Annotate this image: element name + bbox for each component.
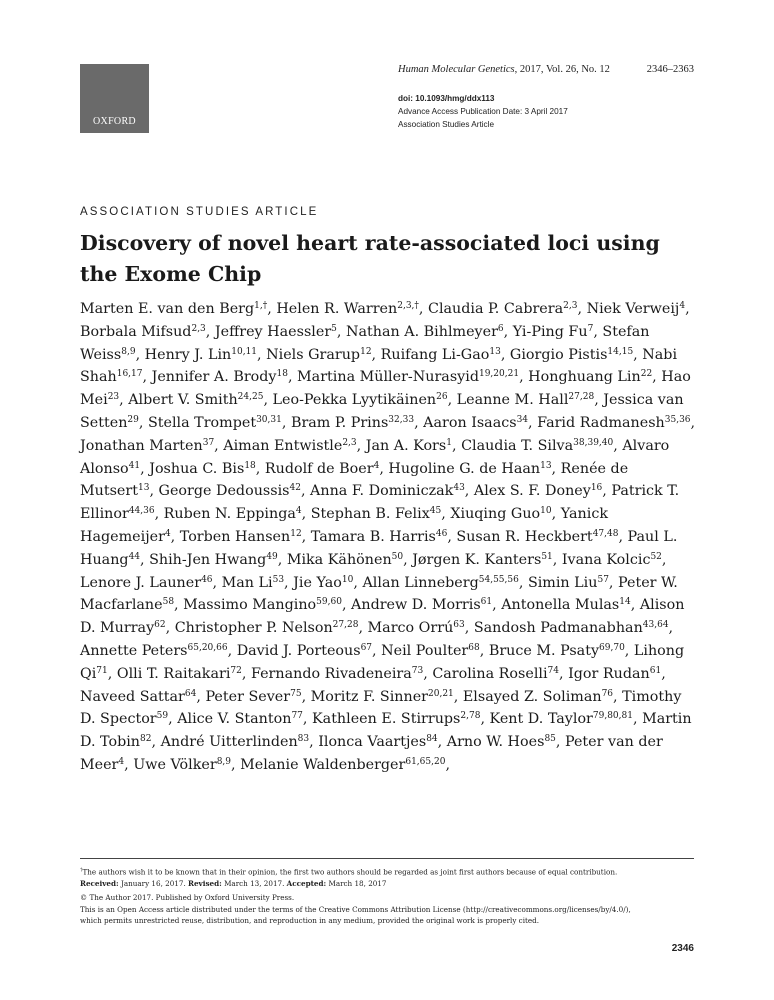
author — [450, 506, 551, 522]
author-affiliation: 83 — [297, 734, 310, 745]
author — [266, 347, 371, 363]
author-affiliation: 6 — [497, 323, 504, 334]
author-name: Ruben N. Eppinga — [163, 506, 296, 523]
author-affiliation: 43,64 — [642, 620, 669, 631]
author-affiliation: 59,60 — [316, 597, 342, 608]
author-affiliation: 10 — [540, 506, 552, 517]
author-name: Christopher P. Nelson — [174, 620, 333, 637]
author-affiliation: 45 — [429, 506, 442, 517]
author-name: Jonathan Marten — [80, 437, 203, 454]
author-affiliation: 82 — [140, 734, 152, 745]
author-affiliation: 79,80,81 — [592, 711, 633, 722]
author-affiliation: 84 — [426, 734, 438, 745]
author-name: Allan Linneberg — [362, 574, 479, 591]
author-affiliation: 44,36 — [128, 506, 155, 517]
author-affiliation: 14 — [619, 597, 631, 608]
author-name: Hao Mei — [80, 369, 691, 409]
author-affiliation: 4 — [295, 506, 302, 517]
author-name: Giorgio Pistis — [509, 346, 608, 363]
author — [222, 575, 284, 591]
author-name: Nathan A. Bihlmeyer — [345, 323, 498, 340]
author — [388, 461, 551, 477]
journal-citation — [398, 64, 610, 75]
journal-citation-line — [398, 64, 694, 75]
author-name: Jørgen K. Kanters — [412, 551, 542, 568]
author — [474, 483, 602, 499]
author-name: Timothy D. Spector — [80, 688, 682, 728]
author-name: Antonella Mulas — [501, 597, 620, 614]
author-name: Bruce M. Psaty — [488, 642, 600, 659]
author-affiliation: 4 — [118, 756, 125, 767]
author — [311, 689, 454, 705]
article-type-label: ASSOCIATION STUDIES ARTICLE — [80, 206, 319, 218]
author — [381, 347, 501, 363]
author-affiliation: 14,15 — [607, 346, 634, 357]
author — [128, 392, 263, 408]
author — [528, 575, 609, 591]
author-affiliation: 77 — [291, 711, 303, 722]
author-affiliation: 64 — [184, 688, 197, 699]
author-affiliation: 18 — [244, 460, 256, 471]
author-affiliation: 12 — [360, 346, 372, 357]
author-affiliation: 30,31 — [256, 414, 282, 425]
author-name: Helen R. Warren — [276, 301, 398, 317]
author-name: Shih-Jen Hwang — [149, 551, 267, 568]
author — [456, 529, 618, 545]
author — [310, 483, 465, 499]
author — [273, 392, 448, 408]
author-affiliation: 23 — [107, 392, 120, 403]
author-affiliation: 85 — [544, 734, 556, 745]
author — [311, 529, 448, 545]
author-affiliation: 5 — [331, 323, 337, 334]
footnote-divider — [80, 858, 694, 859]
author-affiliation: 24,25 — [237, 392, 264, 403]
license-line-1[interactable]: This is an Open Access article distributed under the terms of the Creative Commons Attribution License (http://creativecommons.org/licenses/by/4.0/), — [80, 904, 631, 914]
author-name: Anna F. Dominiczak — [310, 483, 454, 500]
author-affiliation: 37 — [202, 437, 215, 448]
author-name: Lenore J. Launer — [80, 574, 202, 591]
author-name: Niels Grarup — [266, 346, 361, 363]
author-affiliation: 74 — [547, 665, 559, 676]
author-name: David J. Porteous — [236, 642, 361, 659]
author-affiliation: 61 — [480, 597, 493, 608]
author-name: Peter W. Macfarlane — [80, 574, 678, 614]
author-name: Honghuang Lin — [528, 369, 641, 386]
author-affiliation: 69,70 — [599, 642, 625, 653]
author — [293, 575, 353, 591]
author-affiliation: 22 — [640, 369, 653, 380]
author-affiliation: 35,36 — [664, 414, 691, 425]
author-affiliation: 2,3 — [191, 323, 206, 334]
author-name: Neil Poulter — [381, 642, 469, 659]
author — [381, 643, 480, 659]
author-name: Elsayed Z. Soliman — [462, 688, 602, 705]
author — [362, 575, 518, 591]
author-affiliation: 32,33 — [388, 414, 415, 425]
doi[interactable]: doi: 10.1093/hmg/ddx113 — [398, 94, 495, 103]
article-title: Discovery of novel heart rate-associated loci using the Exome Chip — [80, 231, 660, 286]
author-affiliation: 13 — [137, 483, 150, 494]
author-affiliation: 38,39,40 — [573, 437, 614, 448]
dates-line: Received: January 16, 2017. Revised: March 13, 2017. Accepted: March 18, 2017 — [80, 878, 387, 888]
author-affiliation: 59 — [156, 711, 169, 722]
author-affiliation: 46 — [201, 574, 213, 585]
author-name: Martina Müller-Nurasyid — [297, 369, 479, 386]
author-name: Jie Yao — [293, 574, 342, 591]
author — [149, 461, 256, 477]
author-affiliation: 12 — [290, 528, 302, 539]
author-affiliation: 63 — [453, 620, 465, 631]
author-name: Ivana Kolcic — [561, 551, 651, 568]
author-affiliation: 46 — [435, 528, 448, 539]
author-affiliation: 4 — [164, 528, 171, 539]
author-name: Ilonca Vaartjes — [318, 734, 427, 751]
author-name: Sandosh Padmanabhan — [473, 620, 643, 637]
author-name: Peter van der Meer — [80, 734, 663, 773]
author — [205, 689, 301, 705]
author — [501, 597, 631, 613]
author-name: Borbala Mifsud — [80, 323, 192, 340]
journal-volume: , 2017, Vol. 26, No. 12 — [514, 64, 610, 75]
author-affiliation: 62 — [154, 620, 166, 631]
author-name: Naveed Sattar — [80, 688, 185, 705]
author-affiliation: 13 — [540, 460, 552, 471]
author-affiliation: 57 — [597, 574, 609, 585]
author — [80, 324, 206, 340]
author-affiliation: 50 — [391, 551, 404, 562]
author-affiliation: 75 — [290, 688, 302, 699]
oxford-logo — [80, 64, 149, 133]
author-affiliation: 54,55,56 — [478, 574, 519, 585]
author-affiliation: 43 — [453, 483, 465, 494]
author — [474, 620, 669, 636]
author-affiliation: 16,17 — [116, 369, 143, 380]
author — [164, 506, 302, 522]
author — [568, 666, 661, 682]
author-affiliation: 72 — [230, 665, 242, 676]
author — [117, 666, 242, 682]
author-name: Jeffrey Haessler — [214, 323, 332, 340]
author-name: Carolina Roselli — [432, 665, 548, 682]
author — [587, 301, 686, 317]
author-name: Tamara B. Harris — [310, 528, 436, 545]
author — [537, 415, 690, 431]
author — [80, 643, 228, 659]
author — [562, 552, 662, 568]
article-meta — [398, 92, 568, 131]
author-name: Niek Verweij — [586, 301, 680, 317]
author-affiliation: 71 — [96, 665, 108, 676]
author-name: Uwe Völker — [133, 756, 217, 773]
author — [432, 666, 559, 682]
author-affiliation: 34 — [516, 414, 529, 425]
author-name: Simin Liu — [527, 574, 598, 591]
author — [215, 324, 337, 340]
dagger-mark: † — [80, 867, 83, 873]
author — [297, 369, 519, 385]
author-name: Andrew D. Morris — [351, 597, 481, 614]
author-affiliation: 44 — [128, 551, 141, 562]
author — [489, 643, 625, 659]
author-name: George Dedoussis — [158, 483, 290, 500]
author-affiliation: 47,48 — [592, 528, 619, 539]
author-name: Albert V. Smith — [128, 392, 238, 409]
author-name: Paul L. Huang — [80, 528, 678, 568]
author — [318, 734, 437, 750]
author — [161, 734, 310, 750]
author-affiliation: 51 — [541, 551, 553, 562]
author — [276, 301, 419, 317]
author-affiliation: 61 — [649, 665, 662, 676]
author-affiliation: 26 — [436, 392, 448, 403]
author-name: Renée de Mutsert — [80, 460, 629, 500]
author — [148, 415, 282, 431]
author-affiliation: 8,9 — [216, 756, 232, 767]
author-name: Hugoline G. de Haan — [388, 460, 541, 477]
author — [291, 415, 414, 431]
copyright-line: © The Author 2017. Published by Oxford University Press. — [80, 893, 295, 903]
author — [490, 711, 633, 727]
author-name: Ruifang Li-Gao — [380, 346, 490, 363]
author-affiliation: 2,3,† — [397, 301, 419, 311]
author-affiliation: 29 — [127, 414, 139, 425]
license-line-2: which permits unrestricted reuse, distribution, and reproduction in any medium, provided the original work is properly cited. — [80, 916, 540, 926]
author-name: Moritz F. Sinner — [310, 688, 428, 705]
author-name: Alvaro Alonso — [80, 437, 670, 477]
author — [412, 552, 553, 568]
author-name: Henry J. Lin — [144, 346, 232, 363]
author-affiliation: 42 — [289, 483, 301, 494]
author-name: Patrick T. Ellinor — [80, 483, 680, 523]
author-name: Lihong Qi — [80, 642, 685, 682]
author — [311, 506, 442, 522]
author-affiliation: 20,21 — [428, 688, 454, 699]
author — [528, 369, 652, 385]
author-name: Arno W. Hoes — [446, 734, 545, 751]
author-name: Stella Trompet — [147, 414, 257, 431]
author — [159, 483, 301, 499]
article-category: Association Studies Article — [398, 120, 495, 129]
author-affiliation: 13 — [489, 346, 501, 357]
author-name: Marco Orrú — [367, 620, 454, 637]
author — [513, 324, 594, 340]
author-affiliation: 27,28 — [332, 620, 359, 631]
author-list: Marten E. van den Berg$^{1,\dagger}$, Helen R. Warren$^{2,3,\dagger}$, Claudia P. Cabrera$^{2,3}$, Niek Verweij$^4$, Borbala Mifsud$^{2,3}$, Jeffrey Haessler$^5$, Nathan A. Bihlmeyer$^6$, Yi-Ping Fu$^7$, Stefan Weiss$^{8,9}$, Henry J. Lin$^{10,11}$, Niels Grarup$^{12}$, Ruifang Li-Gao$^{13}$, Giorgio Pistis$^{14,15}$, Nabi Shah$^{16,17}$, Jennifer A. Brody$^{18}$, Martina Müller-Nurasyid$^{19,20,21}$, Honghuang Lin$^{22}$, Hao Mei$^{23}$, Albert V. Smith$^{24,25}$, Leo-Pekka Lyytikäinen$^{26}$, Leanne M. Hall$^{27,28}$, Jessica van Setten$^{29}$, Stella Trompet$^{30,31}$, Bram P. Prins$^{32,33}$, Aaron Isaacs$^{34}$, Farid Radmanesh$^{35,36}$, Jonathan Marten$^{37}$, Aiman Entwistle$^{2,3}$, Jan A. Kors$^1$, Claudia T. Silva$^{38,39,40}$, Alvaro Alonso$^{41}$, Joshua C. Bis$^{18}$, Rudolf de Boer$^4$, Hugoline G. de Haan$^{13}$, Renée de Mutsert$^{13}$, George Dedoussis$^{42}$, Anna F. Dominiczak$^{43}$, Alex S. F. Doney$^{16}$, Patrick T. Ellinor$^{44,36}$, Ruben N. Eppinga$^4$, Stephan B. Felix$^{45}$, Xiuqing Guo$^{10}$, Yanick Hagemeijer$^4$, Torben Hansen$^{12}$, Tamara B. Harris$^{46}$, Susan R. Heckbert$^{47,48}$, Paul L. Huang$^{44}$, Shih-Jen Hwang$^{49}$, Mika Kähönen$^{50}$, Jørgen K. Kanters$^{51}$, Ivana Kolcic$^{52}$, Lenore J. Launer$^{46}$, Man Li$^{53}$, Jie Yao$^{10}$, Allan Linneberg$^{54,55,56}$, Simin Liu$^{57}$, Peter W. Macfarlane$^{58}$, Massimo Mangino$^{59,60}$, Andrew D. Morris$^{61}$, Antonella Mulas$^{14}$, Alison D. Murray$^{62}$, Christopher P. Nelson$^{27,28}$, Marco Orrú$^{63}$, Sandosh Padmanabhan$^{43,64}$, Annette Peters$^{65,20,66}$, David J. Porteous$^{67}$, Neil Poulter$^{68}$, Bruce M. Psaty$^{69,70}$, Lihong Qi$^{71}$, Olli T. Raitakari$^{72}$, Fernando Rivadeneira$^{73}$, Carolina Roselli$^{74}$, Igor Rudan$^{61}$, Naveed Sattar$^{64}$, Peter Sever$^{75}$, Moritz F. Sinner$^{20,21}$, Elsayed Z. Soliman$^{76}$, Timothy D. Spector$^{59}$, Alice V. Stanton$^{77}$, Kathleen E. Stirrups$^{2,78}$, Kent D. Taylor$^{79,80,81}$, Martin D. Tobin$^{82}$, André Uitterlinden$^{83}$, Ilonca Vaartjes$^{84}$, Arno W. Hoes$^{85}$, Peter van der Meer$^4$, Uwe Völker$^{8,9}$, Melanie Waldenberger$^{61,65,20}$, — [80, 301, 696, 773]
author-name: Annette Peters — [80, 642, 188, 659]
author — [312, 711, 480, 727]
footnotes — [80, 865, 700, 927]
author-name: André Uitterlinden — [160, 734, 298, 751]
author-name: Torben Hansen — [179, 528, 291, 545]
author-name: Mika Kähönen — [286, 551, 392, 568]
author-affiliation: 10 — [341, 574, 354, 585]
author-name: Leo-Pekka Lyytikäinen — [272, 392, 437, 409]
page-range: 2346–2363 — [646, 64, 694, 75]
author-name: Stephan B. Felix — [310, 506, 430, 523]
author — [152, 369, 288, 385]
author — [177, 711, 303, 727]
author — [80, 575, 213, 591]
author — [80, 689, 196, 705]
author-name: Marten E. van den Berg — [80, 301, 255, 317]
author-affiliation: 2,3 — [342, 437, 357, 448]
author-affiliation: 4 — [373, 460, 380, 471]
author-affiliation: 2,78 — [460, 711, 481, 722]
author-name: Joshua C. Bis — [149, 460, 245, 477]
author — [183, 597, 342, 613]
author-name: Yi-Ping Fu — [512, 323, 588, 340]
author-name: Leanne M. Hall — [456, 392, 569, 409]
equal-contribution-note: †The authors wish it to be known that in their opinion, the first two authors should be regarded as joint first authors because of equal contribution. — [80, 867, 618, 877]
author — [149, 552, 278, 568]
author-affiliation: 7 — [587, 323, 594, 334]
author-name: Yanick Hagemeijer — [80, 506, 608, 545]
author — [237, 643, 372, 659]
author-name: Fernando Rivadeneira — [250, 665, 412, 682]
author — [366, 438, 452, 454]
author-name: Alex S. F. Doney — [473, 483, 591, 500]
page-number: 2346 — [671, 943, 694, 954]
oxford-logo-text: OXFORD — [93, 116, 136, 127]
author-name: Massimo Mangino — [183, 597, 317, 614]
author-name: Nabi Shah — [80, 346, 678, 386]
author — [180, 529, 302, 545]
author-affiliation: 73 — [411, 665, 424, 676]
author-affiliation: 19,20,21 — [478, 369, 520, 380]
journal-name: Human Molecular Genetics — [398, 64, 515, 75]
author-name: Bram P. Prins — [290, 414, 389, 431]
author — [145, 347, 257, 363]
author-name: Jan A. Kors — [365, 437, 447, 454]
author — [461, 438, 613, 454]
author-name: Martin D. Tobin — [80, 711, 692, 751]
author-affiliation: 52 — [650, 551, 662, 562]
author-affiliation: 8,9 — [121, 346, 136, 357]
author-name: Jessica van Setten — [80, 392, 684, 431]
author — [240, 757, 445, 773]
author-affiliation: 1 — [446, 437, 452, 448]
author-affiliation: 67 — [360, 642, 373, 653]
author — [175, 620, 359, 636]
author — [251, 666, 423, 682]
author-name: Man Li — [221, 574, 273, 591]
author-name: Farid Radmanesh — [537, 414, 665, 431]
author-name: Melanie Waldenberger — [240, 756, 406, 773]
author-name: Alison D. Murray — [80, 597, 685, 637]
author-name: Xiuqing Guo — [450, 506, 541, 523]
author — [463, 689, 613, 705]
author-name: Claudia P. Cabrera — [428, 301, 564, 317]
author-name: Peter Sever — [205, 688, 291, 705]
author-name: Claudia T. Silva — [461, 437, 574, 454]
author — [368, 620, 465, 636]
author-name: Olli T. Raitakari — [116, 665, 231, 682]
author-affiliation: 53 — [272, 574, 285, 585]
author-name: Stefan Weiss — [80, 323, 650, 363]
author-affiliation: 68 — [468, 642, 480, 653]
author — [457, 392, 595, 408]
author-name: Alice V. Stanton — [177, 711, 292, 728]
author-affiliation: 4 — [679, 301, 686, 311]
author-name: Kathleen E. Stirrups — [311, 711, 461, 728]
author-affiliation: 27,28 — [568, 392, 595, 403]
author — [223, 438, 356, 454]
author-affiliation: 61,65,20 — [405, 756, 446, 767]
author-affiliation: 49 — [266, 551, 278, 562]
author — [447, 734, 556, 750]
author-name: Aiman Entwistle — [223, 437, 343, 454]
author — [265, 461, 379, 477]
author — [133, 757, 231, 773]
author — [510, 347, 633, 363]
author-affiliation: 65,20,66 — [187, 642, 228, 653]
author-name: Rudolf de Boer — [264, 460, 374, 477]
author-affiliation: 16 — [590, 483, 603, 494]
author — [346, 324, 504, 340]
author — [428, 301, 577, 317]
author-list-trailing: , — [445, 756, 450, 773]
author-name: Kent D. Taylor — [489, 711, 593, 728]
author-affiliation: 18 — [276, 369, 288, 380]
author — [287, 552, 403, 568]
author — [80, 301, 267, 317]
author-name: Aaron Isaacs — [423, 414, 517, 431]
author-affiliation: 41 — [128, 460, 141, 471]
author-affiliation: 1,† — [254, 301, 268, 311]
advance-access-date: Advance Access Publication Date: 3 April 2017 — [398, 107, 568, 116]
author-name: Igor Rudan — [568, 665, 650, 682]
author-name: Susan R. Heckbert — [456, 528, 593, 545]
author — [351, 597, 492, 613]
author-affiliation: 10,11 — [231, 346, 258, 357]
author — [423, 415, 528, 431]
author-affiliation: 76 — [601, 688, 614, 699]
author-affiliation: 58 — [162, 597, 175, 608]
author-name: Jennifer A. Brody — [151, 369, 277, 386]
author — [80, 438, 214, 454]
author-affiliation: 2,3 — [563, 301, 578, 311]
